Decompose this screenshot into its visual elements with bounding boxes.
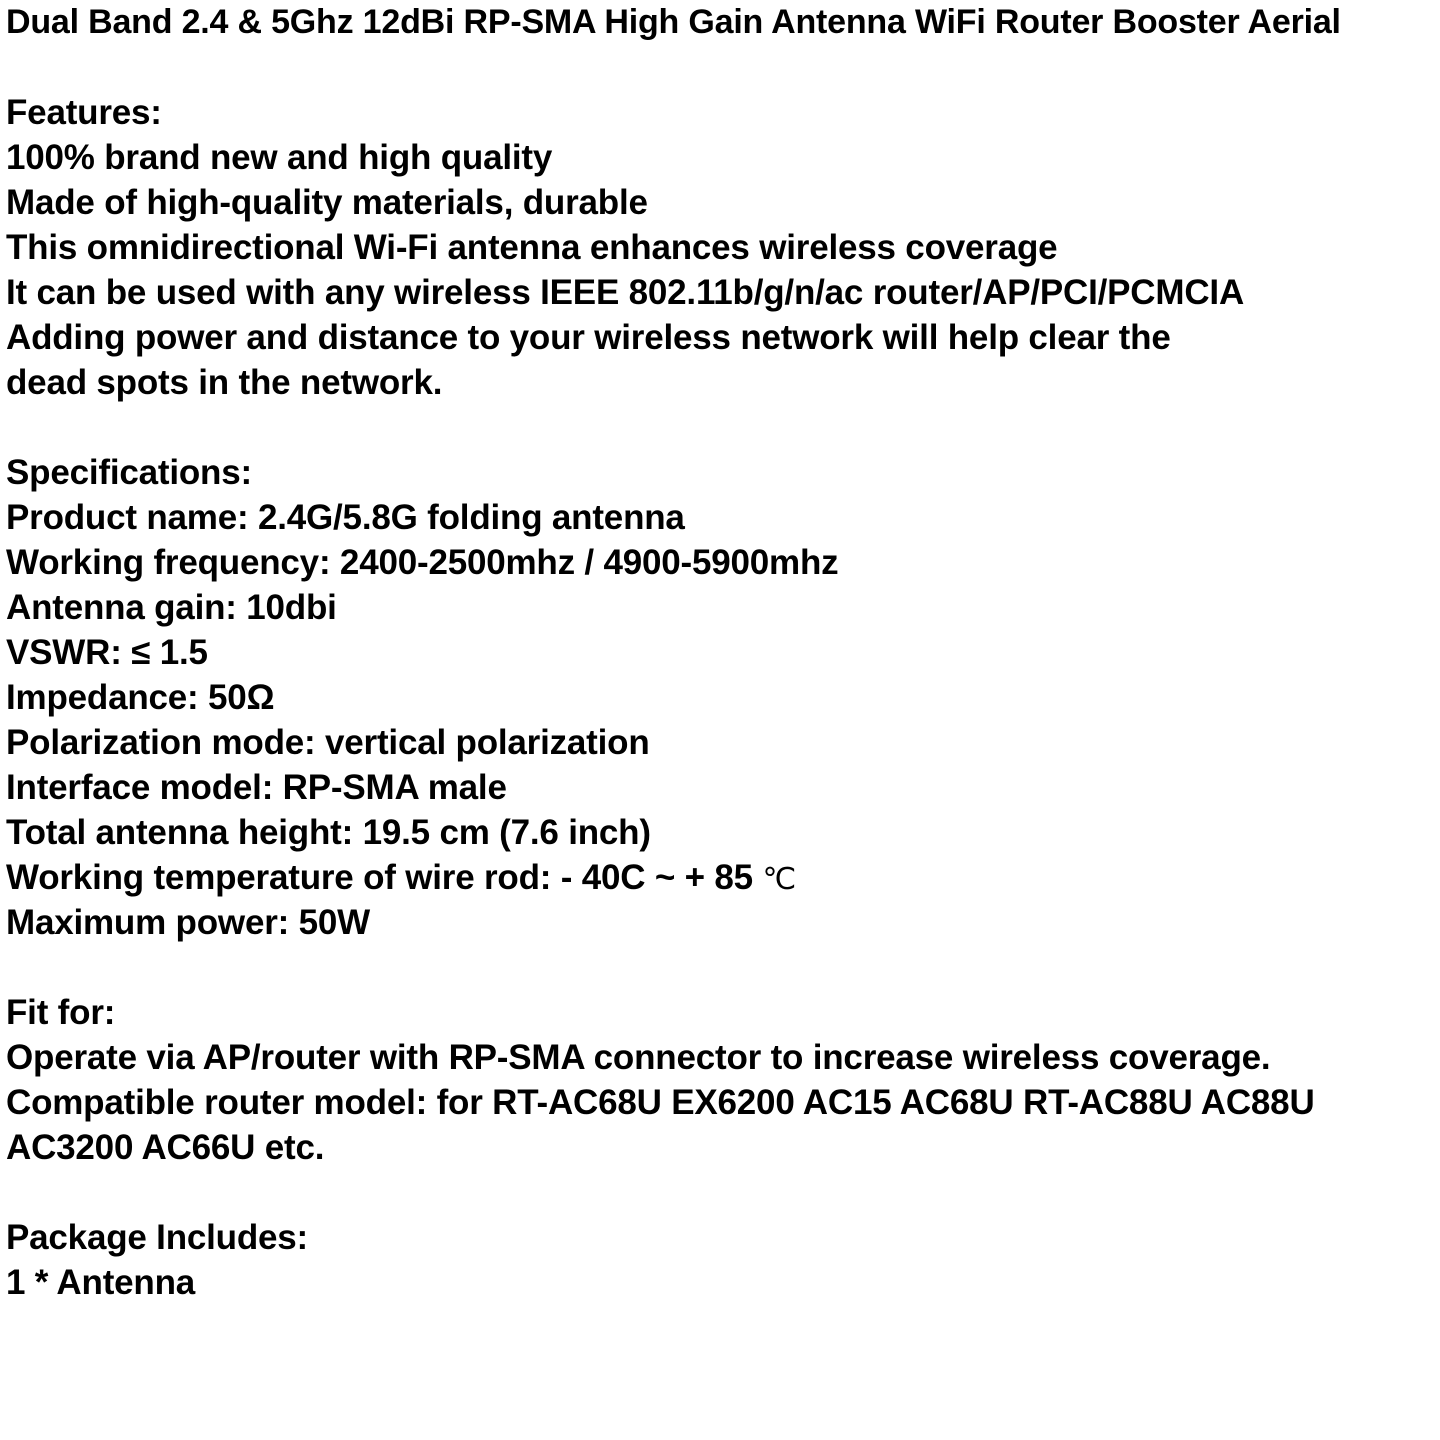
celsius-unit: ℃ bbox=[762, 862, 796, 897]
feature-line: Adding power and distance to your wireless network will help clear the bbox=[6, 318, 1171, 357]
spacer bbox=[6, 405, 1436, 450]
fit-for-line: Operate via AP/router with RP-SMA connector to increase wireless coverage. bbox=[6, 1038, 1271, 1077]
fit-for-line: Compatible router model: for RT-AC68U EX6200 AC15 AC68U RT-AC88U AC88U bbox=[6, 1083, 1315, 1122]
spec-line: Impedance: 50Ω bbox=[6, 678, 275, 717]
spacer bbox=[6, 1170, 1436, 1215]
spacer bbox=[6, 45, 1436, 90]
feature-line: Made of high-quality materials, durable bbox=[6, 183, 648, 222]
fit-for-heading: Fit for: bbox=[6, 993, 116, 1032]
package-heading: Package Includes: bbox=[6, 1218, 309, 1257]
temperature-text: Working temperature of wire rod: - 40C ~ + 85 bbox=[6, 858, 753, 897]
product-description bbox=[6, 0, 1436, 1305]
spec-line: Polarization mode: vertical polarization bbox=[6, 723, 650, 762]
fit-for-line: AC3200 AC66U etc. bbox=[6, 1128, 325, 1167]
feature-line: This omnidirectional Wi-Fi antenna enhances wireless coverage bbox=[6, 228, 1058, 267]
spec-line: Interface model: RP-SMA male bbox=[6, 768, 507, 807]
spec-line: Product name: 2.4G/5.8G folding antenna bbox=[6, 498, 685, 537]
feature-line: It can be used with any wireless IEEE 802.11b/g/n/ac router/AP/PCI/PCMCIA bbox=[6, 273, 1245, 312]
spacer bbox=[6, 945, 1436, 990]
product-title: Dual Band 2.4 & 5Ghz 12dBi RP-SMA High Gain Antenna WiFi Router Booster Aerial bbox=[6, 3, 1341, 41]
feature-line: 100% brand new and high quality bbox=[6, 138, 553, 177]
package-line: 1 * Antenna bbox=[6, 1263, 196, 1302]
spec-line: Antenna gain: 10dbi bbox=[6, 588, 337, 627]
spec-line: VSWR: ≤ 1.5 bbox=[6, 633, 208, 672]
spec-line: Working frequency: 2400-2500mhz / 4900-5900mhz bbox=[6, 543, 839, 582]
features-heading: Features: bbox=[6, 93, 162, 132]
specifications-heading: Specifications: bbox=[6, 453, 252, 492]
spec-line: Total antenna height: 19.5 cm (7.6 inch) bbox=[6, 813, 651, 852]
spec-line-temperature bbox=[6, 855, 1436, 900]
spec-line: Maximum power: 50W bbox=[6, 903, 370, 942]
feature-line: dead spots in the network. bbox=[6, 363, 443, 402]
